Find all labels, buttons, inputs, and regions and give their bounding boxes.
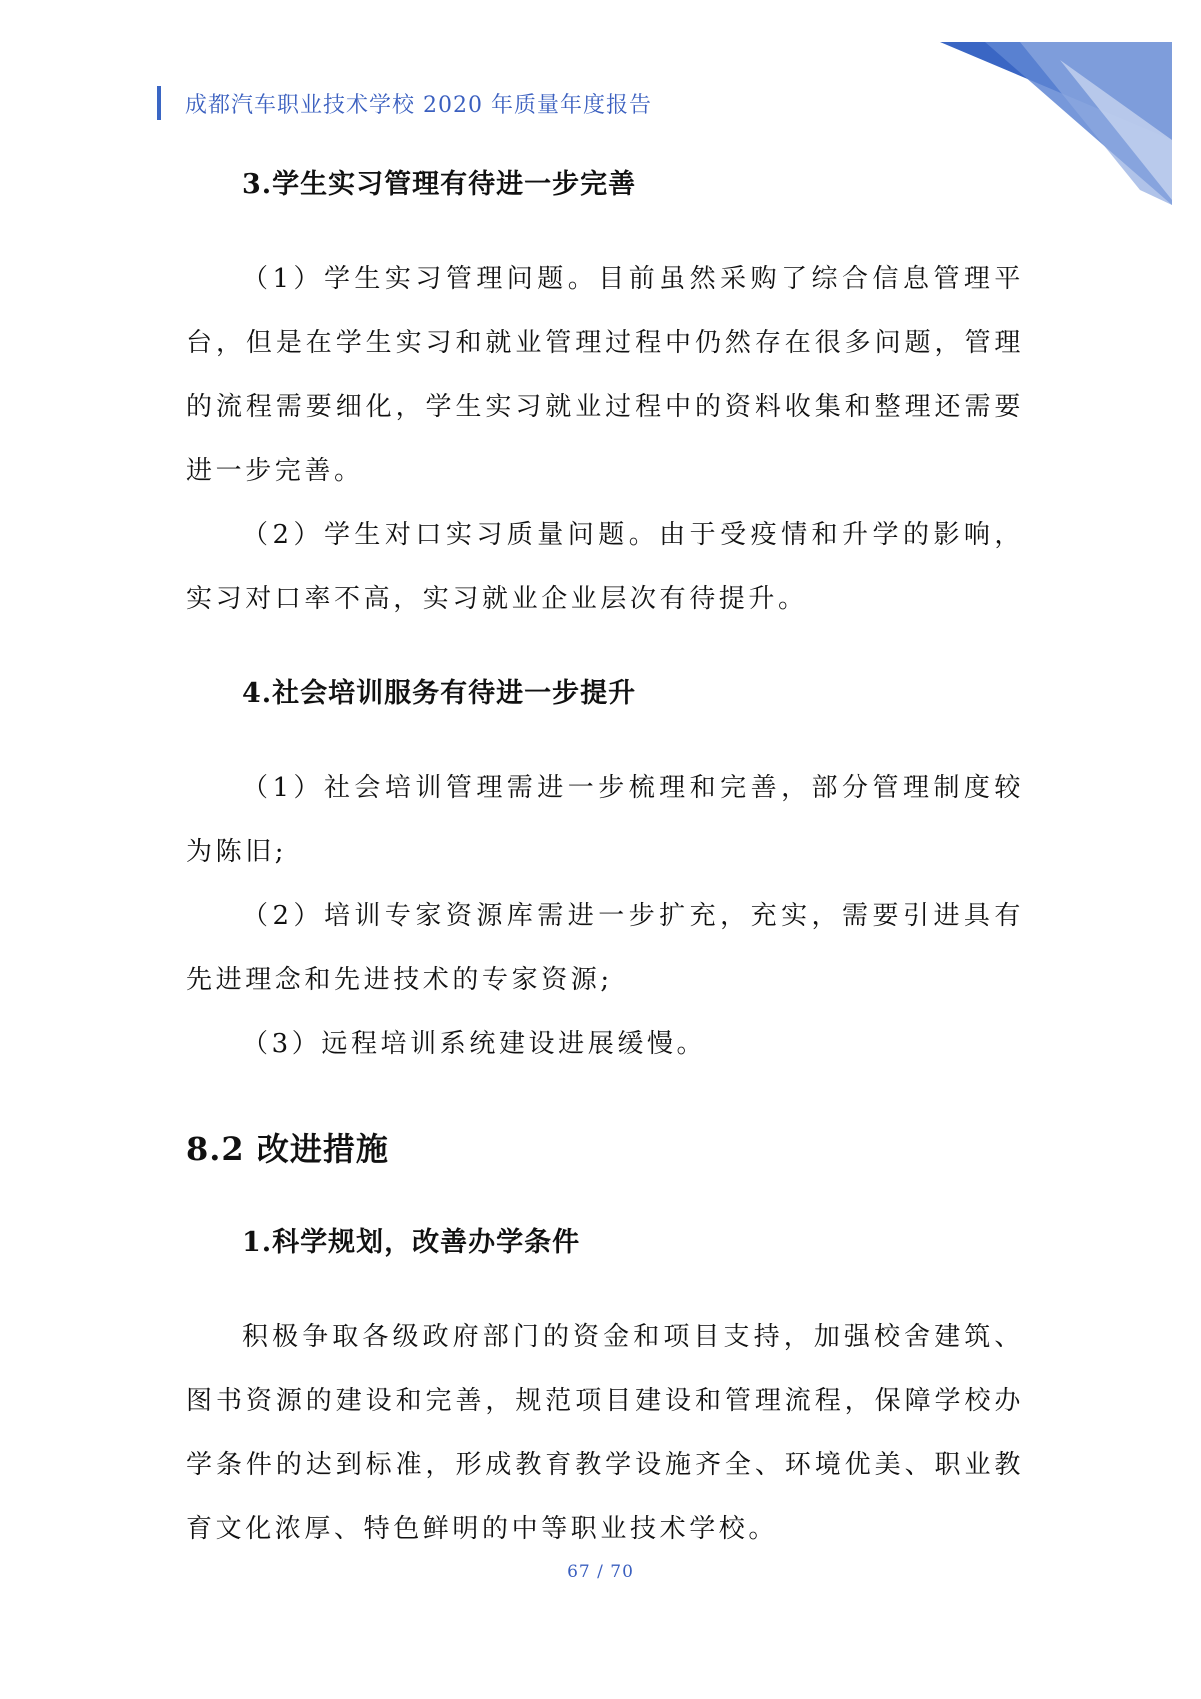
section-3-heading: 3.学生实习管理有待进一步完善 (242, 169, 637, 200)
section-8-2-heading: 8.2 改进措施 (186, 1130, 389, 1168)
section-4-paragraph-3: （3）远程培训系统建设进展缓慢。 (242, 1029, 707, 1059)
page-content (186, 150, 1024, 1561)
section-4-paragraph-1: （1）社会培训管理需进一步梳理和完善，部分管理制度较为陈旧; (186, 773, 1024, 867)
header-accent-bar (157, 86, 161, 120)
header-title: 成都汽车职业技术学校 2020 年质量年度报告 (185, 93, 652, 118)
subsection-1-paragraph: 积极争取各级政府部门的资金和项目支持，加强校舍建筑、图书资源的建设和完善，规范项目建设和管理流程，保障学校办学条件的达到标准，形成教育教学设施齐全、环境优美、职业教育文化浓厚、特色鲜明的中等职业技术学校。 (186, 1322, 1024, 1544)
section-4-paragraph-2: （2）培训专家资源库需进一步扩充，充实，需要引进具有先进理念和先进技术的专家资源; (186, 901, 1024, 995)
page-number: 67 / 70 (567, 1562, 634, 1582)
subsection-1-heading: 1.科学规划，改善办学条件 (242, 1227, 581, 1258)
section-3-paragraph-2: （2）学生对口实习质量问题。由于受疫情和升学的影响，实习对口率不高，实习就业企业层次有待提升。 (186, 520, 1024, 614)
section-4-heading: 4.社会培训服务有待进一步提升 (242, 678, 637, 709)
section-3-paragraph-1: （1）学生实习管理问题。目前虽然采购了综合信息管理平台，但是在学生实习和就业管理过程中仍然存在很多问题，管理的流程需要细化，学生实习就业过程中的资料收集和整理还需要进一步完善。 (186, 264, 1024, 486)
